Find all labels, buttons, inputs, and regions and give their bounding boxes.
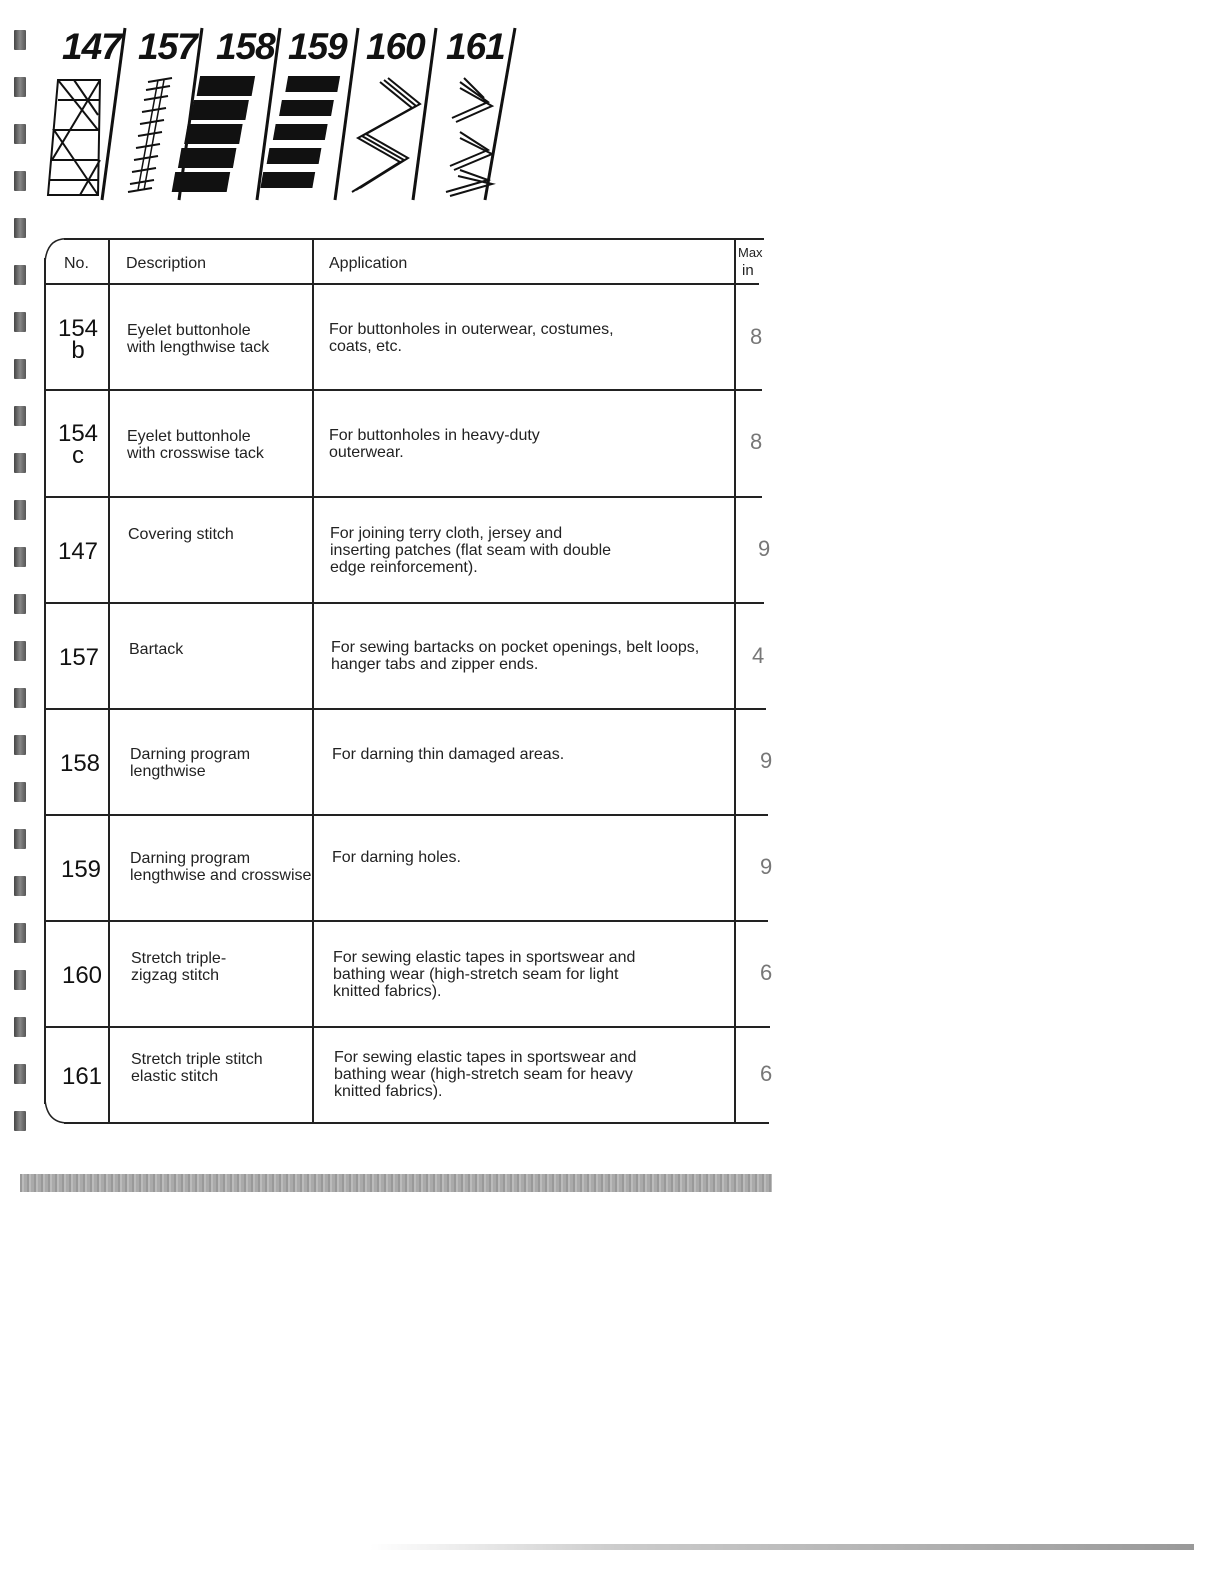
- table-left-rule: [44, 258, 46, 1104]
- row-max: 8: [750, 429, 763, 454]
- row-divider: [44, 1026, 770, 1028]
- row-application: For sewing bartacks on pocket openings, belt loops, hanger tabs and zipper ends.: [331, 639, 700, 673]
- stitch-number-160: 160: [366, 26, 425, 67]
- binding-mark: [14, 1111, 26, 1131]
- binding-mark: [14, 970, 26, 990]
- row-max: 9: [760, 748, 773, 773]
- binding-mark: [14, 876, 26, 896]
- binding-mark: [14, 688, 26, 708]
- binding-mark: [14, 782, 26, 802]
- stitch-table: [44, 238, 773, 1124]
- row-application: For joining terry cloth, jersey and inserting patches (flat seam with double edge reinforcement).: [330, 525, 612, 576]
- binding-mark: [14, 312, 26, 332]
- row-divider: [44, 708, 766, 710]
- row-description: Stretch triple- zigzag stitch: [131, 950, 227, 984]
- binding-mark: [14, 453, 26, 473]
- row-application: For darning thin damaged areas.: [332, 746, 565, 763]
- row-max: 6: [760, 1061, 773, 1086]
- stitch-number-161: 161: [446, 26, 505, 67]
- row-divider: [44, 814, 768, 816]
- table-bottom-rule: [64, 1122, 769, 1124]
- row-description: Eyelet buttonhole with crosswise tack: [127, 428, 264, 462]
- col-divider-desc: [312, 238, 314, 1124]
- binding-mark: [14, 359, 26, 379]
- row-no: 159: [60, 856, 102, 883]
- row-no: 154 b: [57, 315, 99, 364]
- header-max: Max: [738, 245, 763, 260]
- row-application: For darning holes.: [332, 849, 461, 866]
- row-no: 147: [57, 538, 99, 565]
- binding-mark: [14, 171, 26, 191]
- binding-mark: [14, 594, 26, 614]
- darning-lengthwise-icon: [172, 76, 255, 192]
- row-application: For sewing elastic tapes in sportswear and bathing wear (high-stretch seam for light knitted fabrics).: [333, 949, 636, 1000]
- col-divider-no: [108, 238, 110, 1124]
- scan-footer-rule: [370, 1544, 1194, 1550]
- row-application: For sewing elastic tapes in sportswear and bathing wear (high-stretch seam for heavy knitted fabrics).: [334, 1049, 637, 1100]
- row-divider: [44, 920, 768, 922]
- row-no: 154 c: [57, 420, 99, 469]
- row-divider: [44, 496, 762, 498]
- scan-bottom-bar: [20, 1174, 772, 1192]
- stitch-number-158: 158: [216, 26, 275, 67]
- row-no: 158: [59, 750, 101, 777]
- stretch-triple-elastic-icon: [446, 78, 492, 196]
- stitch-number-159: 159: [288, 26, 347, 67]
- binding-marks: [14, 30, 36, 1150]
- stretch-triple-zigzag-icon: [352, 78, 420, 192]
- binding-mark: [14, 547, 26, 567]
- row-divider: [44, 602, 764, 604]
- row-application: For buttonholes in heavy-duty outerwear.: [329, 427, 540, 461]
- row-divider: [44, 389, 762, 391]
- binding-mark: [14, 1064, 26, 1084]
- binding-mark: [14, 1017, 26, 1037]
- binding-mark: [14, 265, 26, 285]
- binding-mark: [14, 124, 26, 144]
- binding-mark: [14, 77, 26, 97]
- row-application: For buttonholes in outerwear, costumes, coats, etc.: [329, 321, 614, 355]
- bartack-stitch-icon: [128, 78, 172, 192]
- table-top-rule: [64, 238, 764, 240]
- row-description: Darning program lengthwise and crosswise: [130, 850, 312, 884]
- table-bottom-corner: [44, 1094, 74, 1124]
- row-max: 6: [760, 960, 773, 985]
- binding-mark: [14, 30, 26, 50]
- row-max: 4: [752, 643, 765, 668]
- binding-mark: [14, 500, 26, 520]
- row-description: Bartack: [129, 641, 184, 658]
- header-max-unit: in: [742, 262, 754, 279]
- binding-mark: [14, 735, 26, 755]
- row-description: Stretch triple stitch elastic stitch: [131, 1051, 263, 1085]
- row-description: Covering stitch: [128, 526, 234, 543]
- stitch-number-157: 157: [138, 26, 197, 67]
- row-max: 8: [750, 324, 763, 349]
- stitch-number-147: 147: [62, 26, 121, 67]
- row-no: 160: [61, 962, 103, 989]
- binding-mark: [14, 923, 26, 943]
- binding-mark: [14, 406, 26, 426]
- binding-mark: [14, 641, 26, 661]
- row-max: 9: [758, 536, 771, 561]
- header-no: No.: [64, 255, 89, 272]
- header-application: Application: [329, 255, 408, 272]
- header-description: Description: [126, 255, 207, 272]
- binding-mark: [14, 829, 26, 849]
- row-no: 161: [61, 1063, 103, 1090]
- row-description: Eyelet buttonhole with lengthwise tack: [127, 322, 270, 356]
- covering-stitch-icon: [48, 80, 100, 195]
- binding-mark: [14, 218, 26, 238]
- row-description: Darning program lengthwise: [130, 746, 251, 780]
- table-header-rule: [44, 283, 759, 285]
- row-max: 9: [760, 854, 773, 879]
- row-no: 157: [58, 644, 100, 671]
